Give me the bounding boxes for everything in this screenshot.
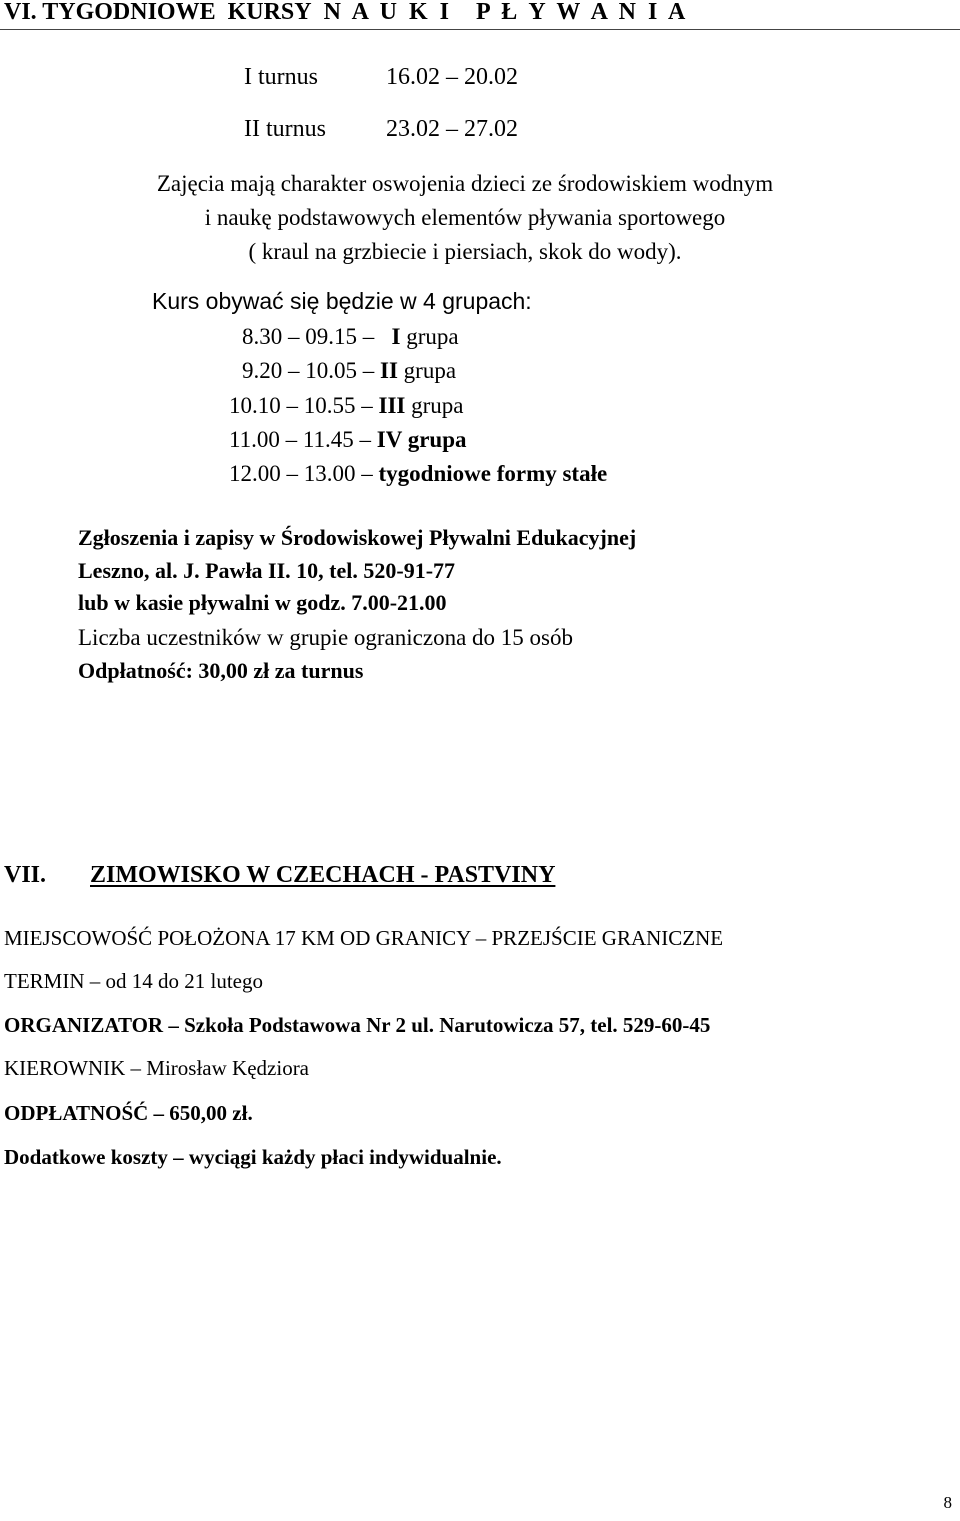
group-row-5 — [229, 462, 607, 485]
group-1-suffix: grupa — [400, 324, 459, 349]
description-line-2: i naukę podstawowych elementów pływania sportowego — [204, 205, 726, 230]
section-vi-title — [4, 0, 688, 24]
group-2-time: 9.20 – 10.05 – — [242, 358, 375, 383]
turnus-1 — [244, 65, 518, 89]
section-vi-title-part4: P Ł Y W A N I A — [475, 0, 689, 25]
top-divider — [0, 29, 960, 30]
group-5-name: tygodniowe formy stałe — [378, 461, 608, 486]
group-2-suffix: grupa — [397, 358, 457, 383]
group-1-name: I — [391, 324, 401, 349]
description-line-3: ( kraul na grzbiecie i piersiach, skok do wody). — [248, 239, 682, 264]
course-fee: Odpłatność: 30,00 zł za turnus — [78, 658, 364, 683]
group-row-1 — [242, 325, 459, 348]
group-1-time: 8.30 – 09.15 – — [242, 324, 375, 349]
camp-manager: KIEROWNIK – Mirosław Kędziora — [4, 1056, 310, 1080]
camp-organizer: ORGANIZATOR – Szkoła Podstawowa Nr 2 ul. Narutowicza 57, tel. 529-60-45 — [4, 1013, 711, 1037]
camp-location: MIEJSCOWOŚĆ POŁOŻONA 17 KM OD GRANICY – PRZEJŚCIE GRANICZNE — [4, 926, 724, 950]
group-3-time: 10.10 – 10.55 – — [229, 393, 373, 418]
description-line-1: Zajęcia mają charakter oswojenia dzieci ze środowiskiem wodnym — [156, 171, 774, 196]
section-vi-title-part2: KURSY — [227, 0, 312, 25]
turnus-2-dates: 23.02 – 27.02 — [386, 116, 518, 142]
camp-term: TERMIN – od 14 do 21 lutego — [4, 969, 263, 993]
registration-line-2: Leszno, al. J. Pawła II. 10, tel. 520-91-77 — [78, 558, 456, 583]
camp-fee: ODPŁATNOŚĆ – 650,00 zł. — [4, 1101, 253, 1125]
turnus-1-label: I turnus — [244, 64, 318, 90]
group-4-name: IV grupa — [376, 427, 467, 452]
turnus-2-label: II turnus — [244, 116, 326, 142]
participant-limit: Liczba uczestników w grupie ograniczona do 15 osób — [78, 625, 573, 650]
registration-line-3: lub w kasie pływalni w godz. 7.00-21.00 — [78, 590, 447, 615]
group-row-3 — [229, 394, 463, 417]
section-vi-title-part1: VI. TYGODNIOWE — [4, 0, 216, 25]
group-row-2 — [242, 359, 456, 382]
turnus-2 — [244, 117, 518, 141]
camp-extra-costs: Dodatkowe koszty – wyciągi każdy płaci indywidualnie. — [4, 1145, 502, 1169]
section-vii-number: VII. — [4, 862, 47, 888]
group-3-name: III — [378, 393, 406, 418]
turnus-1-dates: 16.02 – 20.02 — [386, 64, 518, 90]
group-4-time: 11.00 – 11.45 – — [229, 427, 372, 452]
page-number: 8 — [943, 1493, 952, 1512]
section-vi-title-part3: N A U K I — [323, 0, 452, 25]
group-3-suffix: grupa — [405, 393, 464, 418]
groups-intro: Kurs obywać się będzie w 4 grupach: — [152, 288, 532, 314]
group-2-name: II — [380, 358, 398, 383]
section-vii-title: ZIMOWISKO W CZECHACH - PASTVINY — [90, 862, 556, 888]
group-row-4 — [229, 428, 466, 451]
group-5-time: 12.00 – 13.00 – — [229, 461, 373, 486]
registration-line-1: Zgłoszenia i zapisy w Środowiskowej Pływalni Edukacyjnej — [78, 525, 637, 550]
